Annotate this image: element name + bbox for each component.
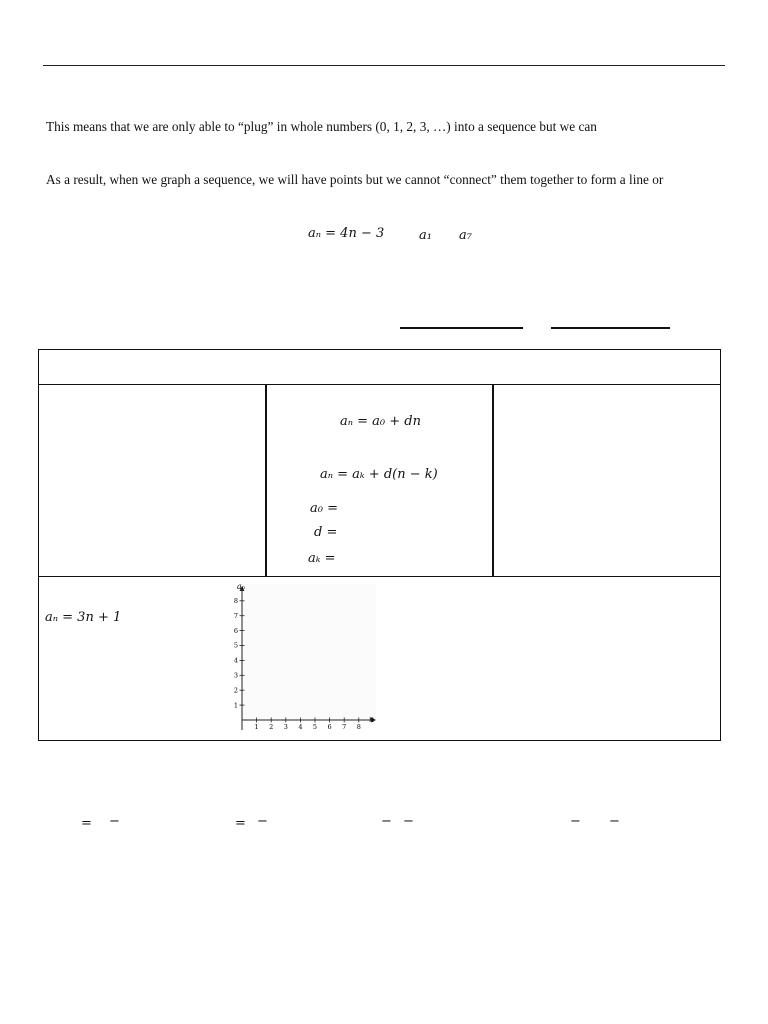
intro-line-1: This means that we are only able to “plug” in whole numbers (0, 1, 2, 3, …) into a sequence but we can (46, 119, 597, 134)
header-rule (43, 65, 725, 66)
x-tick-label: 2 (269, 723, 274, 731)
ak-label: aₖ = (308, 551, 336, 566)
example-term-2: a₇ (459, 228, 472, 243)
answer-blank-2[interactable] (551, 327, 670, 329)
example-formula: aₙ = 4n − 3 (308, 226, 385, 241)
x-axis-label: n (369, 715, 375, 724)
y-tick-label: 5 (233, 641, 238, 650)
y-axis-label: aₙ (237, 582, 246, 591)
x-tick-label: 4 (298, 723, 303, 731)
intro-line-2: As a result, when we graph a sequence, we will have points but we cannot “connect” them together to form a line or (46, 172, 664, 187)
a0-label: a₀ = (310, 501, 338, 516)
bottom-minus-6: − (609, 814, 620, 829)
y-tick-label: 2 (233, 686, 238, 695)
table-col-divider-2 (492, 385, 494, 576)
x-tick-label: 7 (342, 723, 347, 731)
d-label: d = (314, 525, 338, 540)
bottom-minus-4: − (403, 814, 414, 829)
x-tick-label: 5 (312, 723, 318, 731)
graph-background (242, 584, 376, 720)
y-tick-label: 1 (233, 701, 238, 710)
x-tick-label: 6 (327, 723, 332, 731)
answer-blank-1[interactable] (400, 327, 523, 329)
bottom-minus-2: − (257, 814, 268, 829)
table-col-divider-1 (265, 385, 267, 576)
y-tick-label: 4 (233, 656, 238, 665)
table-header-divider (38, 384, 721, 385)
explicit-formula-a0: aₙ = a₀ + dn (340, 414, 421, 429)
bottom-minus-3: − (381, 814, 392, 829)
explicit-formula-ak: aₙ = aₖ + d(n − k) (320, 467, 438, 482)
x-tick-label: 1 (254, 723, 259, 731)
bottom-equals-1: = (81, 816, 92, 831)
bottom-minus-1: − (109, 814, 120, 829)
y-tick-label: 6 (233, 626, 238, 635)
y-tick-label: 3 (233, 671, 238, 680)
sequence-graph (225, 580, 385, 735)
y-tick-label: 8 (233, 597, 238, 605)
example-term-1: a₁ (419, 228, 432, 243)
example-sequence-formula: aₙ = 3n + 1 (45, 610, 122, 625)
x-tick-label: 3 (283, 723, 288, 731)
table-row-divider (38, 576, 721, 577)
x-tick-label: 8 (356, 723, 361, 731)
bottom-equals-2: = (235, 816, 246, 831)
y-tick-label: 7 (233, 611, 238, 620)
bottom-minus-5: − (570, 814, 581, 829)
